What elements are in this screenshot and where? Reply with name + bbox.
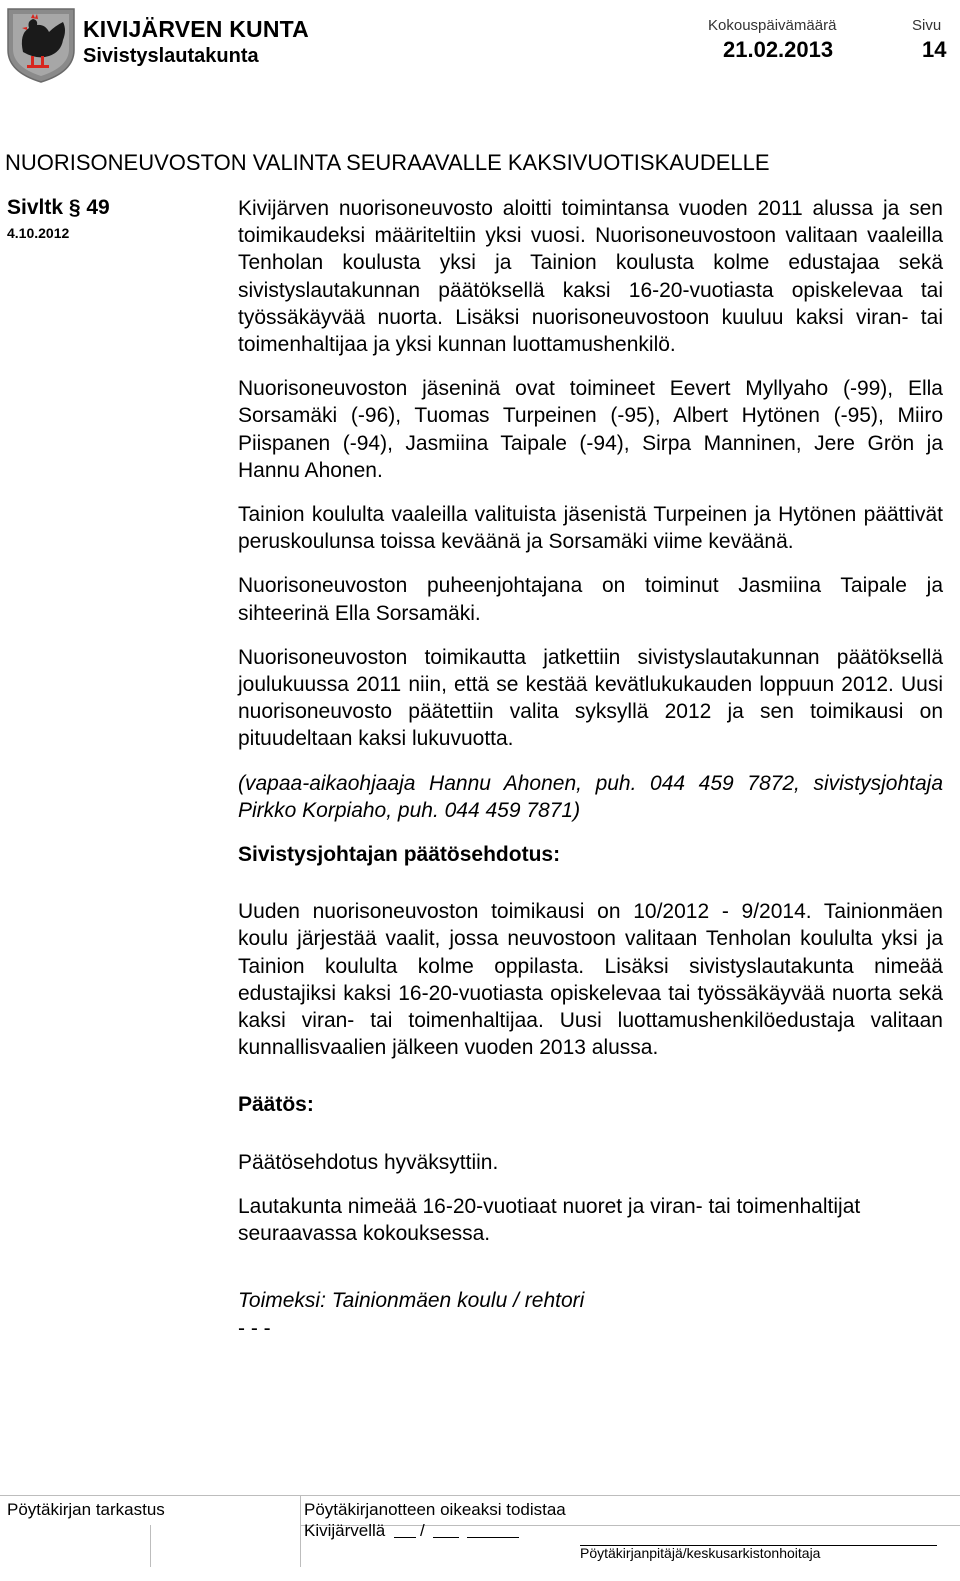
month-blank xyxy=(433,1537,459,1538)
paragraph-term: Nuorisoneuvoston toimikautta jatkettiin sivistyslautakunnan päätöksellä joulukuussa 2011 niin, että se kestää kevätlukukauden loppuun 2012. Uusi nuorisoneuvosto päätettiin valita syksyllä 2012 ja sen toimikausi on pituudeltaan kaksi lukuvuotta. xyxy=(238,645,943,751)
review-label: Pöytäkirjan tarkastus xyxy=(7,1500,165,1519)
organization-name: KIVIJÄRVEN KUNTA xyxy=(83,16,309,42)
footer-cell-divider xyxy=(150,1525,151,1567)
municipality-crest xyxy=(5,6,77,84)
signer-title: Pöytäkirjanpitäjä/keskusarkistonhoitaja xyxy=(580,1545,821,1561)
page-number: 14 xyxy=(922,37,947,62)
certify-label: Pöytäkirjanotteen oikeaksi todistaa xyxy=(304,1500,566,1519)
paragraph-chair: Nuorisoneuvoston puheenjohtajana on toiminut Jasmiina Taipale ja sihteerinä Ella Sorsamäki. xyxy=(238,574,943,625)
document-body xyxy=(238,195,943,1359)
day-blank xyxy=(394,1537,416,1538)
signing-place: Kivijärvellä xyxy=(304,1521,386,1540)
decision-text: Päätösehdotus hyväksyttiin. xyxy=(238,1150,499,1174)
section-reference: Sivltk § 49 xyxy=(7,196,110,219)
section-date: 4.10.2012 xyxy=(7,225,70,241)
paragraph-members: Nuorisoneuvoston jäseninä ovat toimineet Eevert Myllyaho (-99), Ella Sorsamäki (-96), Tuomas Turpeinen (-95), Albert Hytönen (-95), Miiro Piispanen (-94), Jasmiina Taipale (-94), Sirpa Manninen, Jere Grön ja Hannu Ahonen. xyxy=(238,377,943,482)
paragraph-background: Kivijärven nuorisoneuvosto aloitti toimintansa vuoden 2011 alussa ja sen toimikaudeksi määriteltiin yksi vuosi. Nuorisoneuvostoon valitaan vaaleilla Tenholan koulusta yksi ja Tainion koulusta kolme edustajaa sekä sivistyslautakunnan päätöksellä kaksi 16-20-vuotiasta opiskelevaa tai työssäkäyvää nuorta. Lisäksi nuorisoneuvostoon kuuluu kaksi viran- tai toimenhaltijaa ja yksi kunnan luottamushenkilö. xyxy=(238,197,943,357)
footer-column-divider xyxy=(300,1495,301,1567)
footer-row-divider xyxy=(300,1525,960,1526)
meeting-date: 21.02.2013 xyxy=(723,37,834,62)
proposal-heading: Sivistysjohtajan päätösehdotus: xyxy=(238,843,561,867)
date-separator: / xyxy=(420,1521,425,1540)
contact-info: (vapaa-aikaohjaaja Hannu Ahonen, puh. 044 459 7872, sivistysjohtaja Pirkko Korpiaho, puh. 044 459 7871) xyxy=(238,771,943,822)
action-assignment: Toimeksi: Tainionmäen koulu / rehtori xyxy=(238,1289,585,1313)
footer-divider xyxy=(0,1495,960,1496)
decision-text-2: Lautakunta nimeää 16-20-vuotiaat nuoret ja viran- tai toimenhaltijat seuraavassa kokouksessa. xyxy=(238,1194,861,1246)
end-dashes: - - - xyxy=(238,1316,271,1340)
year-blank xyxy=(467,1537,519,1538)
document-title: NUORISONEUVOSTON VALINTA SEURAAVALLE KAKSIVUOTISKAUDELLE xyxy=(5,150,770,175)
decision-heading: Päätös: xyxy=(238,1093,314,1117)
page-label: Sivu xyxy=(912,17,942,34)
department-name: Sivistyslautakunta xyxy=(83,45,259,67)
meeting-date-label: Kokouspäivämäärä xyxy=(708,17,837,34)
proposal-text: Uuden nuorisoneuvoston toimikausi on 10/2012 - 9/2014. Tainionmäen koulu järjestää vaalit, jossa neuvostoon valitaan Tenholan koululta yksi ja Tainion koululta kolme oppilasta. Lisäksi sivistyslautakunta nimeää edustajiksi kaksi 16-20-vuotiasta opiskelevaa tai työssäkäyvää nuorta sekä kaksi viran- tai toimenhaltijaa. Uusi luottamushenkilöedustaja valitaan kunnallisvaalien jälkeen vuoden 2013 alussa. xyxy=(238,900,943,1060)
paragraph-graduated: Tainion koululta vaaleilla valituista jäsenistä Turpeinen ja Hytönen päättivät peruskoulunsa toissa keväänä ja Sorsamäki viime keväänä. xyxy=(238,503,943,554)
